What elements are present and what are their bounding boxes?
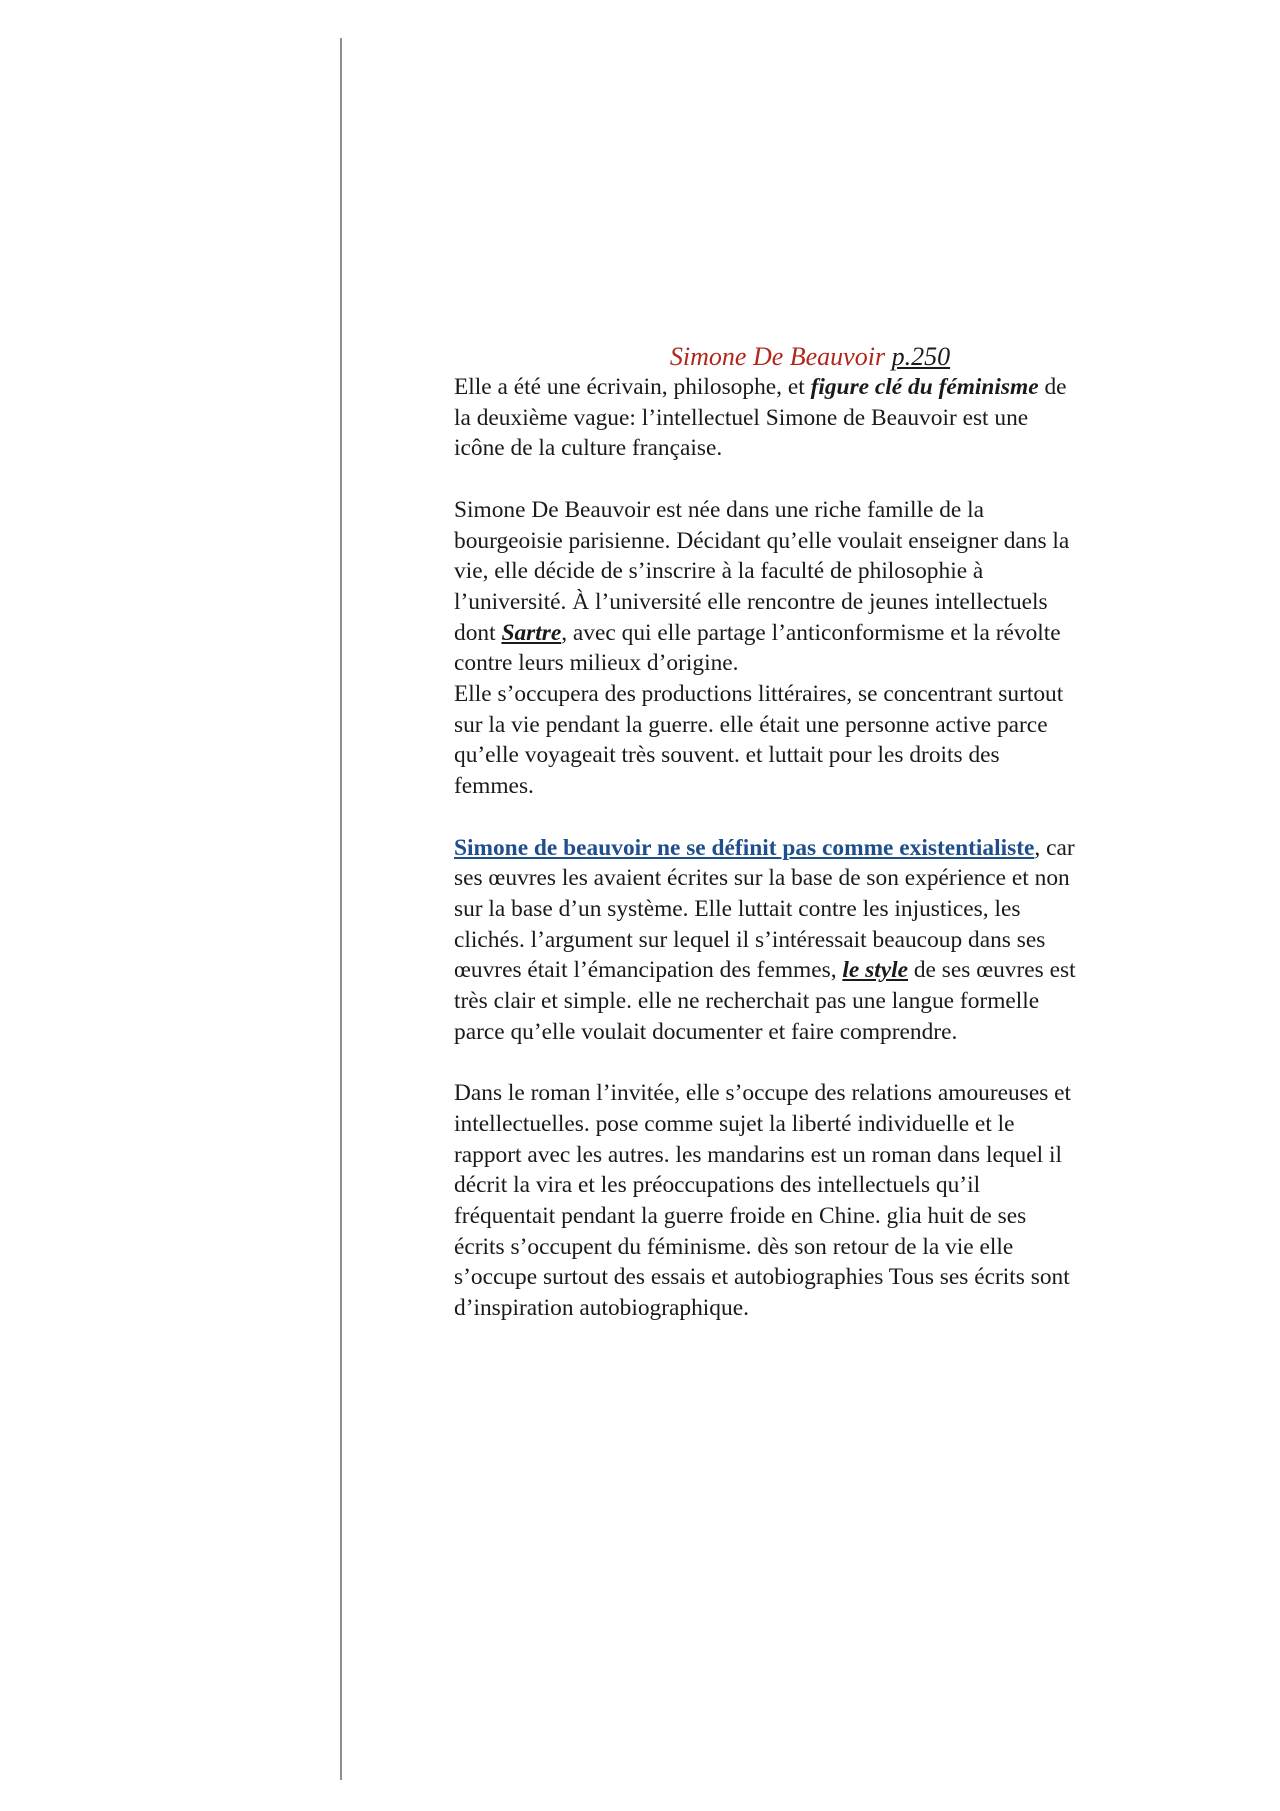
paragraph-intro — [454, 372, 1166, 464]
text-line: ses œuvres les avaient écrites sur la base de son expérience et non — [454, 865, 1070, 892]
text-line: icône de la culture française. — [454, 435, 723, 462]
text-line: d’inspiration autobiographique. — [454, 1295, 749, 1322]
text-line: Elle s’occupera des productions littéraires, se concentrant surtout — [454, 681, 1064, 708]
text-line: Simone De Beauvoir est née dans une riche famille de la — [454, 496, 985, 523]
paragraph-biography — [454, 495, 1166, 802]
text-line: écrits s’occupent du féminisme. dès son retour de la vie elle — [454, 1233, 1014, 1260]
text-line: rapport avec les autres. les mandarins est un roman dans lequel il — [454, 1141, 1062, 1168]
document-body — [454, 342, 1166, 1324]
text-line: qu’elle voyageait très souvent. et luttait pour les droits des — [454, 742, 1000, 769]
text-line: parce qu’elle voulait documenter et faire comprendre. — [454, 1018, 958, 1045]
paragraph-gap — [454, 1047, 1166, 1078]
emphasis-sartre: Sartre — [501, 619, 562, 646]
emphasis-style: le style — [842, 957, 909, 984]
text-line: bourgeoisie parisienne. Décidant qu’elle voulait enseigner dans la — [454, 527, 1070, 554]
text-line: fréquentait pendant la guerre froide en Chine. glia huit de ses — [454, 1202, 1027, 1229]
emphasis-feminism: figure clé du féminisme — [810, 374, 1039, 400]
text-line: vie, elle décide de s’inscrire à la faculté de philosophie à — [454, 558, 984, 585]
paragraph-works — [454, 1078, 1166, 1324]
text-line: femmes. — [454, 773, 534, 800]
text-line: intellectuelles. pose comme sujet la liberté individuelle et le — [454, 1110, 1015, 1137]
existentialism-link[interactable]: Simone de beauvoir ne se définit pas comme existentialiste — [454, 834, 1035, 861]
text-line: très clair et simple. elle ne recherchait pas une langue formelle — [454, 988, 1040, 1015]
text-line: Dans le roman l’invitée, elle s’occupe des relations amoureuses et — [454, 1080, 1072, 1107]
text-line: s’occupe surtout des essais et autobiographies Tous ses écrits sont — [454, 1264, 1070, 1291]
text-line: décrit la vira et les préoccupations des intellectuels qu’il — [454, 1172, 981, 1199]
paragraph-gap — [454, 464, 1166, 495]
text-line: contre leurs milieux d’origine. — [454, 650, 739, 677]
text-line: l’université. À l’université elle rencontre de jeunes intellectuels — [454, 588, 1048, 615]
paragraph-existentialism — [454, 833, 1166, 1048]
text-line: sur la base d’un système. Elle luttait contre les injustices, les — [454, 895, 1021, 922]
text-line: œuvres était l’émancipation des femmes, le style de ses œuvres est — [454, 957, 1076, 984]
paragraph-gap — [454, 802, 1166, 833]
text-line: dont Sartre, avec qui elle partage l’anticonformisme et la révolte — [454, 619, 1061, 646]
text-line: clichés. l’argument sur lequel il s’intéressait beaucoup dans ses — [454, 926, 1046, 953]
text-line: Elle a été une écrivain, philosophe, et figure clé du féminisme de — [454, 374, 1067, 400]
text-line: sur la vie pendant la guerre. elle était une personne active parce — [454, 711, 1048, 738]
document-title — [454, 342, 1166, 372]
text-line: Simone de beauvoir ne se définit pas comme existentialiste, car — [454, 834, 1075, 861]
title-name: Simone De Beauvoir — [669, 342, 886, 371]
page-margin-line — [340, 38, 342, 1780]
text-line: la deuxième vague: l’intellectuel Simone de Beauvoir est une — [454, 404, 1029, 431]
title-page-ref: p.250 — [891, 342, 951, 371]
